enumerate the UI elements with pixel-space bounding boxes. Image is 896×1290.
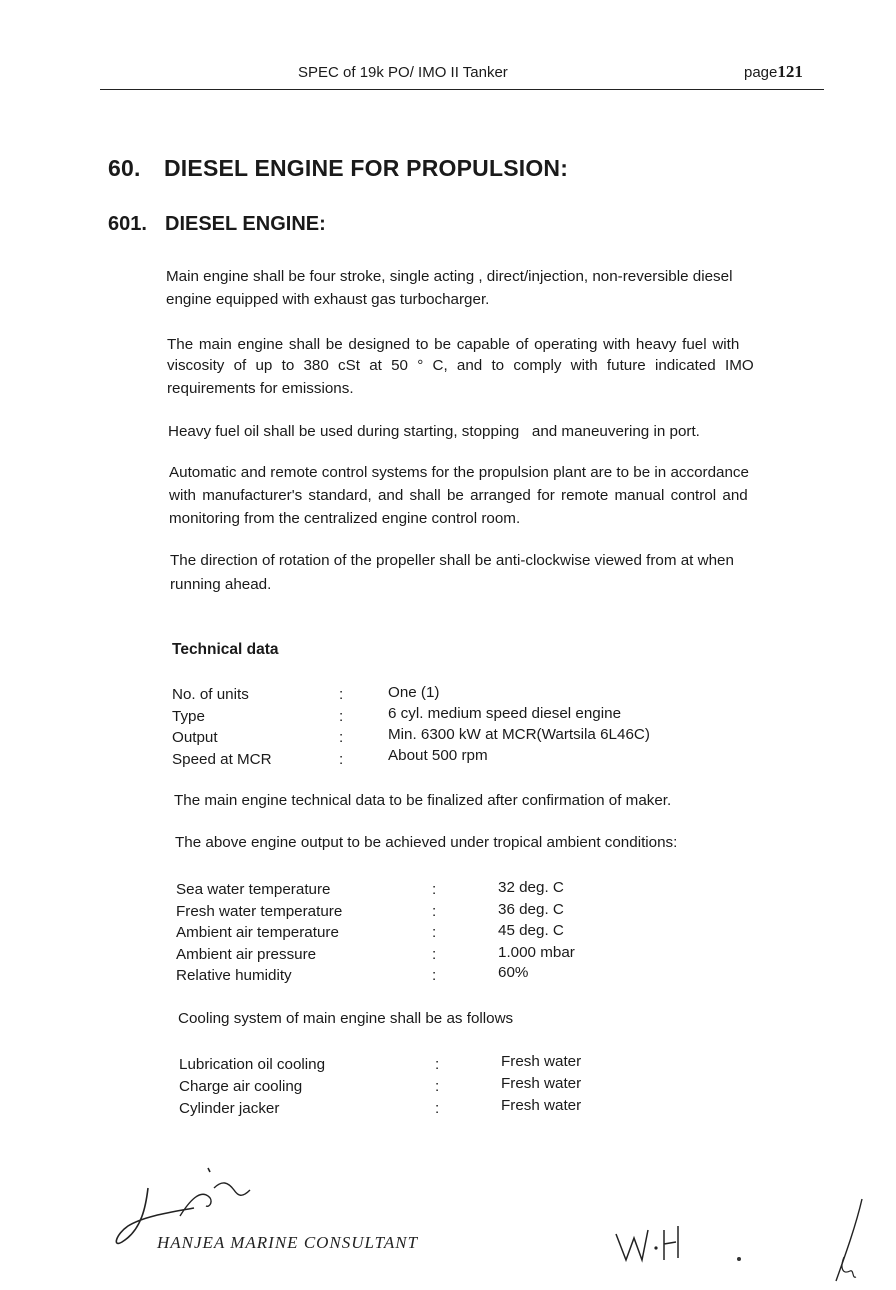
condition-value: 32 deg. C xyxy=(498,879,564,896)
ink-dot xyxy=(737,1257,741,1261)
note-tropical-conditions: The above engine output to be achieved under tropical ambient conditions: xyxy=(175,834,678,851)
section-number: 60. xyxy=(108,155,141,181)
section-heading xyxy=(108,155,568,182)
ambient-conditions-table xyxy=(176,879,626,987)
paragraph-control-systems-line-3: monitoring from the centralized engine control room. xyxy=(169,510,521,527)
header-divider xyxy=(100,89,824,90)
spec-colon: : xyxy=(339,686,344,703)
condition-label: Ambient air temperature xyxy=(176,924,339,941)
condition-value: 1.000 mbar xyxy=(498,943,575,961)
technical-data-heading: Technical data xyxy=(172,641,279,658)
spec-value: About 500 rpm xyxy=(388,746,488,764)
page-label: page xyxy=(744,64,778,81)
cooling-value: Fresh water xyxy=(501,1097,582,1114)
spec-value: Min. 6300 kW at MCR(Wartsila 6L46C) xyxy=(388,726,650,743)
document-header-title: SPEC of 19k PO/ IMO II Tanker xyxy=(298,64,508,81)
table-row xyxy=(176,901,626,923)
condition-label: Fresh water temperature xyxy=(176,902,343,920)
spec-value: 6 cyl. medium speed diesel engine xyxy=(388,704,622,722)
condition-colon: : xyxy=(432,902,437,920)
paragraph-rotation-line-1: The direction of rotation of the propeller shall be anti-clockwise viewed from at when xyxy=(170,552,734,569)
table-row xyxy=(176,922,626,944)
condition-label: Relative humidity xyxy=(176,967,292,984)
spec-colon: : xyxy=(339,707,344,725)
table-row xyxy=(179,1098,629,1120)
page-number xyxy=(744,62,803,82)
spec-colon: : xyxy=(339,729,344,746)
cooling-system-table xyxy=(179,1054,629,1120)
condition-value: 36 deg. C xyxy=(498,900,564,918)
cooling-label: Cylinder jacker xyxy=(179,1100,280,1117)
company-stamp: HANJEA MARINE CONSULTANT xyxy=(157,1233,419,1252)
condition-colon: : xyxy=(432,967,437,984)
paragraph-engine-type-line-1: Main engine shall be four stroke, single acting , direct/injection, non-reversible diesel xyxy=(166,268,733,285)
condition-label: Ambient air pressure xyxy=(176,945,317,963)
subsection-heading xyxy=(108,213,326,236)
spec-label: Type xyxy=(172,707,205,725)
spec-colon: : xyxy=(339,750,344,768)
subsection-title: DIESEL ENGINE: xyxy=(165,213,326,235)
paragraph-heavy-fuel-line-3: requirements for emissions. xyxy=(167,380,354,397)
cooling-label: Charge air cooling xyxy=(179,1078,303,1095)
paragraph-rotation-line-2: running ahead. xyxy=(170,576,272,593)
table-row xyxy=(176,965,626,987)
table-row xyxy=(172,746,692,771)
page-number-value: 121 xyxy=(777,62,803,81)
paragraph-fuel-usage: Heavy fuel oil shall be used during starting, stopping and maneuvering in port. xyxy=(168,423,700,440)
handwritten-initials xyxy=(612,1220,692,1270)
paragraph-heavy-fuel-line-2: viscosity of up to 380 cSt at 50 ° C, and to comply with future indicated IMO xyxy=(167,357,754,374)
spec-value: One (1) xyxy=(388,684,440,701)
condition-value: 60% xyxy=(498,964,529,981)
subsection-number: 601. xyxy=(108,213,147,235)
margin-signature-mark xyxy=(830,1195,870,1285)
cooling-value: Fresh water xyxy=(501,1053,582,1070)
condition-colon: : xyxy=(432,881,437,898)
cooling-intro: Cooling system of main engine shall be as follows xyxy=(178,1010,514,1027)
paragraph-heavy-fuel-line-1: The main engine shall be designed to be capable of operating with heavy fuel with xyxy=(167,336,740,353)
condition-colon: : xyxy=(432,924,437,941)
cooling-colon: : xyxy=(435,1078,440,1095)
spec-label: Output xyxy=(172,729,218,746)
cooling-colon: : xyxy=(435,1056,440,1073)
condition-value: 45 deg. C xyxy=(498,922,564,939)
cooling-label: Lubrication oil cooling xyxy=(179,1056,326,1073)
section-title: DIESEL ENGINE FOR PROPULSION: xyxy=(164,155,569,181)
condition-label: Sea water temperature xyxy=(176,881,331,898)
cooling-colon: : xyxy=(435,1100,440,1117)
paragraph-control-systems-line-1: Automatic and remote control systems for the propulsion plant are to be in accordance xyxy=(169,464,749,481)
table-row xyxy=(176,879,626,901)
paragraph-control-systems-line-2: with manufacturer's standard, and shall be arranged for remote manual control and xyxy=(169,487,748,504)
note-finalize: The main engine technical data to be finalized after confirmation of maker. xyxy=(174,792,672,809)
cooling-value: Fresh water xyxy=(501,1075,582,1092)
condition-colon: : xyxy=(432,945,437,963)
table-row xyxy=(176,944,626,966)
paragraph-engine-type-line-2: engine equipped with exhaust gas turbocharger. xyxy=(166,291,490,308)
spec-label: Speed at MCR xyxy=(172,750,272,768)
spec-label: No. of units xyxy=(172,686,249,703)
technical-data-table xyxy=(172,684,692,770)
